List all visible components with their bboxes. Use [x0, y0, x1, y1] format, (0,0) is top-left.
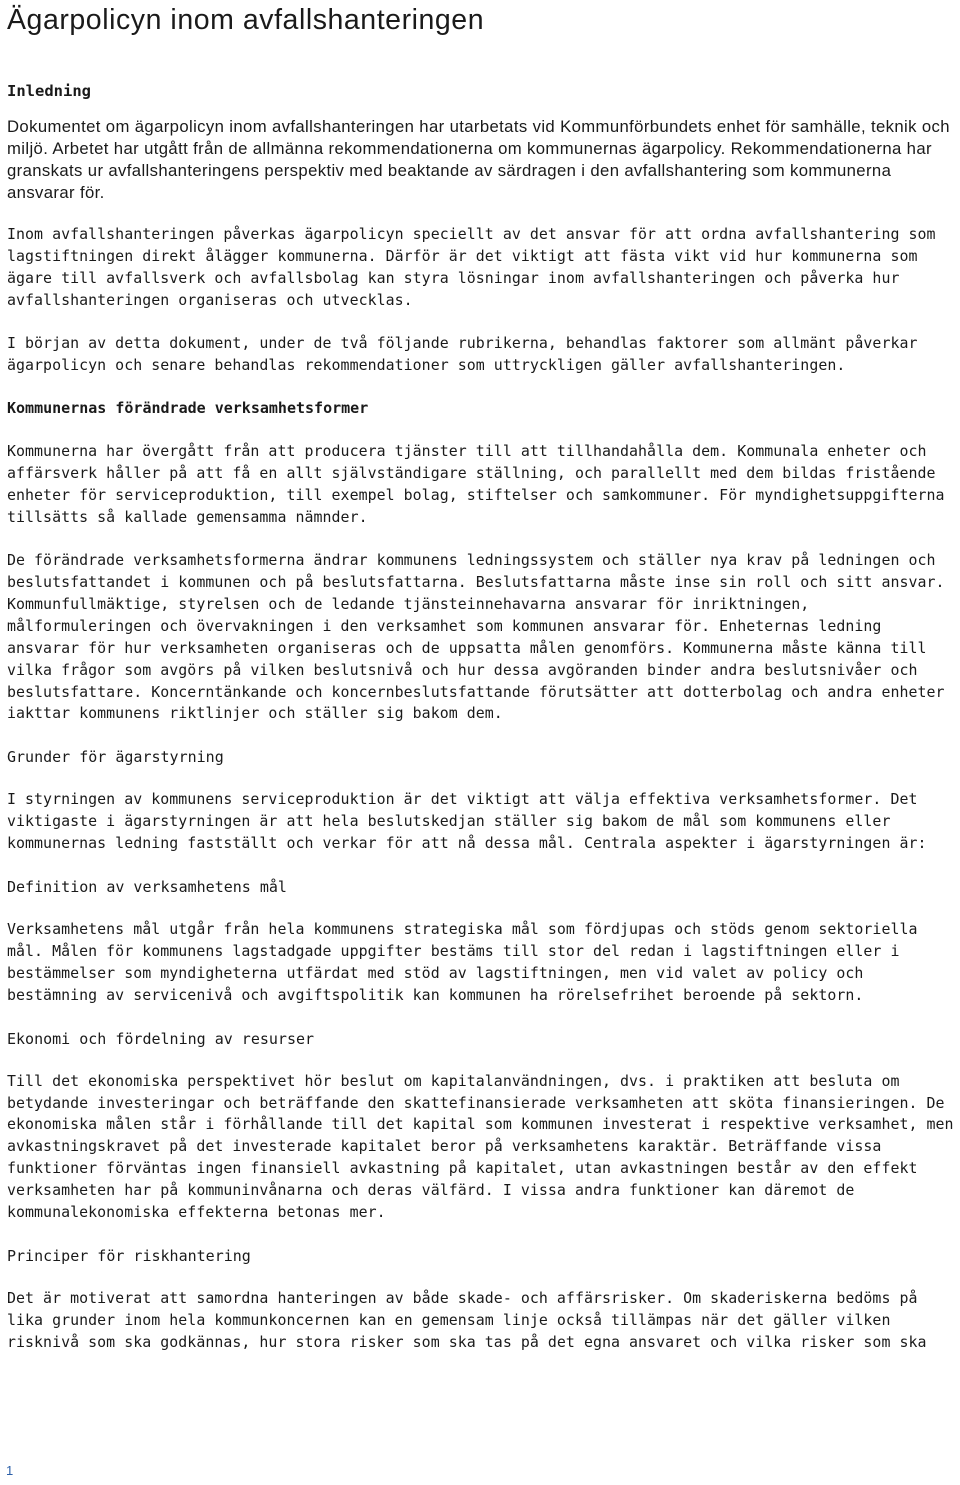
heading-ekonomi: Ekonomi och fördelning av resurser	[7, 1029, 315, 1048]
paragraph-intro-3: I början av detta dokument, under de två följande rubrikerna, behandlas faktorer som allmänt påverkar ägarpolicyn och senare behandlas rekommendationer som uttryckligen gäller avfallshanteringen.	[7, 333, 918, 374]
heading-inledning: Inledning	[7, 82, 91, 100]
heading-riskhantering: Principer för riskhantering	[7, 1247, 251, 1265]
heading-verksamhetsformer: Kommunernas förändrade verksamhetsformer	[7, 399, 369, 418]
paragraph-economy-1: Till det ekonomiska perspektivet hör beslut om kapitalanvändningen, dvs. i praktiken att besluta om betydande investeringar och beträffande den skattefinansierade verksamheten att sköta finansieringen. De ekonomiska målen står i förhållande till det kapital som kommunen investerat i respektive verksamhet, men avkastningskravet på det investerade kapitalet beror på verksamhetens karaktär. Beträffande vissa funktioner förväntas ingen finansiell avkastning på kapitalet, utan avkastningen består av den effekt verksamheten har på kommuninvånarna och deras välfärd. I vissa andra funktioner kan däremot de kommunalekonomiska effekterna betonas mer.	[7, 1071, 954, 1222]
paragraph-grounds-1: I styrningen av kommunens serviceproduktion är det viktigt att välja effektiva verksamhetsformer. Det viktigaste i ägarstyrningen är att hela beslutskedjan ställer sig bakom de mål som kommunens eller kommunernas ledning fastställt och verkar för att nå dessa mål. Centrala aspekter i ägarstyrningen är:	[7, 790, 927, 853]
paragraph-forms-2: De förändrade verksamhetsformerna ändrar kommunens ledningssystem och ställer nya krav på ledningen och beslutsfattandet i kommunen och på beslutsfattarna. Beslutsfattarna måste inse sin roll och sitt ansvar. Kommunfullmäktige, styrelsen och de ledande tjänsteinnehavarna ansvarar för inriktningen, målformuleringen och övervakningen i den verksamhet som kommunen ansvarar för. Enheternas ledning ansvarar för hur verksamheten organiseras och de uppsatta målen genomförs. Kommunerna måste känna till vilka frågor som avgörs på vilken beslutsnivå och hur dessa avgöranden binder andra beslutsnivåer och beslutsfattare. Koncerntänkande och koncernbeslutsfattande förutsätter att dotterbolag och andra enheter iakttar kommunens riktlinjer och ställer sig bakom dem.	[7, 551, 945, 723]
page-title: Ägarpolicyn inom avfallshanteringen	[7, 4, 485, 36]
heading-verksamhetens-mal: Definition av verksamhetens mål	[7, 878, 287, 897]
document-body	[7, 0, 955, 1354]
paragraph-intro-2: Inom avfallshanteringen påverkas ägarpolicyn speciellt av det ansvar för att ordna avfallshantering som lagstiftningen direkt ålägger kommunerna. Därför är det viktigt att fästa vikt vid hur kommunerna som ägare till avfallsverk och avfallsbolag kan styra lösningar inom avfallshanteringen och påverka hur avfallshanteringen organiseras och utvecklas.	[7, 225, 936, 309]
heading-agarstyrning: Grunder för ägarstyrning	[7, 748, 224, 767]
paragraph-risk-1: Det är motiverat att samordna hanteringen av både skade- och affärsrisker. Om skaderiskerna bedöms på lika grunder inom hela kommunkoncernen kan en gemensam linje också tillämpas när det gäller vilken risknivå som ska godkännas, hur stora risker som ska tas på det egna ansvaret och vilka risker som ska	[7, 1289, 927, 1351]
page-number: 1	[6, 1463, 14, 1478]
paragraph-goals-1: Verksamhetens mål utgår från hela kommunens strategiska mål som fördjupas och stöds genom sektoriella mål. Målen för kommunens lagstadgade uppgifter bestäms till stor del redan i lagstiftningen eller i bestämmelser som myndigheterna utfärdat med stöd av lagstiftningen, men vid valet av policy och bestämning av servicenivå och avgiftspolitik kan kommunen ha rörelsefrihet beroende på sektorn.	[7, 920, 918, 1004]
paragraph-intro-1: Dokumentet om ägarpolicyn inom avfallshanteringen har utarbetats vid Kommunförbundets enhet för samhälle, teknik och miljö. Arbetet har utgått från de allmänna rekommendationerna om kommunernas ägarpolicy. Rekommendationerna har granskats ur avfallshanteringens perspektiv med beaktande av särdragen i den avfallshantering som kommunerna ansvarar för.	[7, 117, 950, 202]
paragraph-forms-1: Kommunerna har övergått från att producera tjänster till att tillhandahålla dem. Kommunala enheter och affärsverk håller på att få en allt självständigare ställning, och parallellt med dem bildas fristående enheter för serviceproduktion, till exempel bolag, stiftelser och samkommuner. För myndighetsuppgifterna tillsätts så kallade gemensamma nämnder.	[7, 442, 945, 527]
